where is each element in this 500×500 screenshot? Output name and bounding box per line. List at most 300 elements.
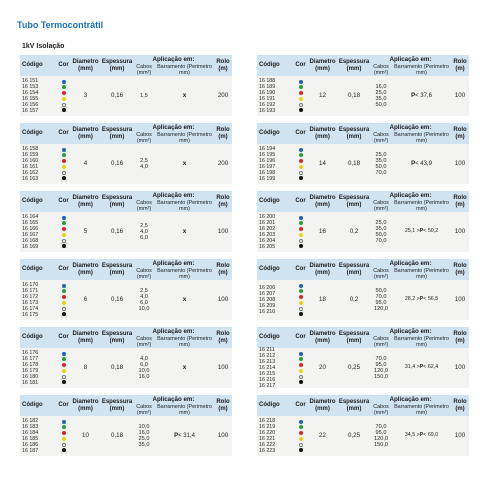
color-dot xyxy=(299,97,303,101)
header-cor: Cor xyxy=(57,259,70,280)
color-dot xyxy=(62,437,66,441)
product-code: 16 218 xyxy=(259,418,276,425)
product-code: 16 167 xyxy=(22,232,39,238)
header-rolo: Rolo (m) xyxy=(214,259,232,280)
color-dot xyxy=(62,221,66,225)
header-cabos: Cabos (mm²) xyxy=(370,133,392,144)
diametro-value: 5 xyxy=(70,212,101,252)
codes-cell xyxy=(257,348,294,388)
cabo-value: 16,0 xyxy=(375,83,387,90)
header-cabos: Cabos (mm²) xyxy=(133,133,155,144)
color-dot xyxy=(299,148,303,152)
color-dot xyxy=(62,97,66,101)
header-barramento: Barramento (Perimetro mm) xyxy=(392,405,451,416)
header-barramento: Barramento (Perimetro mm) xyxy=(155,65,214,76)
barramento-value: P < 31,4 xyxy=(155,416,214,456)
header-rolo: Rolo (m) xyxy=(451,395,469,416)
color-dots-cell xyxy=(57,212,70,252)
header-rolo: Rolo (m) xyxy=(451,55,469,76)
color-dot xyxy=(299,363,303,367)
header-espessura: Espessura (mm) xyxy=(338,123,370,144)
header-cabos: Cabos (mm²) xyxy=(133,269,155,280)
product-code: 16 168 xyxy=(22,237,39,244)
color-dot xyxy=(62,165,66,169)
product-block-3 xyxy=(20,123,248,184)
header-rolo: Rolo (m) xyxy=(451,191,469,212)
barramento-value: x xyxy=(155,348,214,388)
product-code: 16 194 xyxy=(259,146,276,153)
cabo-value: 25,0 xyxy=(138,436,150,442)
product-code: 16 156 xyxy=(22,101,39,108)
cabo-value: 25,0 xyxy=(375,219,387,226)
product-code: 16 180 xyxy=(22,373,39,380)
color-dot xyxy=(299,165,303,169)
cabo-value: 16,0 xyxy=(138,374,150,381)
product-code: 16 160 xyxy=(22,158,39,165)
header-codigo: Código xyxy=(20,327,57,348)
product-code: 16 203 xyxy=(259,232,276,238)
color-dots-cell xyxy=(57,76,70,116)
product-code: 16 193 xyxy=(259,107,276,114)
barramento-value: 28,2 > P < 56,5 xyxy=(392,280,451,320)
product-code: 16 192 xyxy=(259,101,276,108)
color-dot xyxy=(299,301,303,305)
cabo-value: 70,0 xyxy=(375,170,387,177)
espessura-value: 0,2 xyxy=(338,212,370,252)
color-dots-cell xyxy=(294,76,307,116)
header-cabos: Cabos (mm²) xyxy=(370,201,392,212)
color-dot xyxy=(299,289,303,293)
espessura-value: 0,16 xyxy=(101,144,133,184)
barramento-value: 31,4 > P < 62,4 xyxy=(392,348,451,388)
header-cabos: Cabos (mm²) xyxy=(133,201,155,212)
cabo-value: 120,0 xyxy=(374,436,388,442)
header-aplicacao: Aplicação em: xyxy=(133,395,214,405)
color-dot xyxy=(299,420,303,424)
color-dot xyxy=(299,437,303,441)
header-rolo: Rolo (m) xyxy=(451,259,469,280)
cabo-value: 25,0 xyxy=(375,151,387,158)
product-code: 16 214 xyxy=(259,365,276,372)
header-espessura: Espessura (mm) xyxy=(338,395,370,416)
header-aplicacao: Aplicação em: xyxy=(370,259,451,269)
product-code: 16 163 xyxy=(22,175,39,182)
product-code: 16 158 xyxy=(22,146,39,153)
cabos-cell xyxy=(370,144,392,184)
product-code: 16 177 xyxy=(22,356,39,363)
header-espessura: Espessura (mm) xyxy=(338,55,370,76)
rolo-value: 100 xyxy=(451,280,469,320)
color-dots-cell xyxy=(294,212,307,252)
cabo-value: 2,5 xyxy=(140,157,148,164)
diametro-value: 10 xyxy=(70,416,101,456)
color-dot xyxy=(299,244,303,248)
color-dot xyxy=(299,448,303,452)
espessura-value: 0,25 xyxy=(338,348,370,388)
product-code: 16 216 xyxy=(259,376,276,383)
barramento-value: P < 37,6 xyxy=(392,76,451,116)
header-aplicacao: Aplicação em: xyxy=(133,327,214,337)
header-diametro: Diametro (mm) xyxy=(70,55,101,76)
product-code: 16 205 xyxy=(259,243,276,250)
cabo-value: 16,0 xyxy=(138,429,150,436)
cabo-value: 120,0 xyxy=(374,306,388,313)
espessura-value: 0,25 xyxy=(338,416,370,456)
color-dot xyxy=(62,171,66,175)
diametro-value: 3 xyxy=(70,76,101,116)
espessura-value: 0,18 xyxy=(101,348,133,388)
product-code: 16 155 xyxy=(22,96,39,102)
color-dot xyxy=(62,244,66,248)
product-code: 16 200 xyxy=(259,214,276,221)
color-dots-cell xyxy=(57,348,70,388)
product-code: 16 197 xyxy=(259,164,276,170)
product-code: 16 215 xyxy=(259,371,276,377)
header-diametro: Diametro (mm) xyxy=(70,191,101,212)
color-dot xyxy=(62,80,66,84)
product-code: 16 151 xyxy=(22,78,39,85)
diametro-value: 12 xyxy=(307,76,338,116)
color-dot xyxy=(62,363,66,367)
color-dot xyxy=(62,176,66,180)
rolo-value: 200 xyxy=(214,144,232,184)
color-dot xyxy=(62,108,66,112)
header-cor: Cor xyxy=(57,395,70,416)
color-dot xyxy=(299,103,303,107)
rolo-value: 200 xyxy=(214,76,232,116)
product-block-9 xyxy=(20,327,248,388)
espessura-value: 0,18 xyxy=(338,144,370,184)
product-code: 16 209 xyxy=(259,302,276,309)
header-barramento: Barramento (Perimetro mm) xyxy=(155,269,214,280)
header-cor: Cor xyxy=(294,191,307,212)
page-subtitle: 1kV Isolação xyxy=(22,43,65,50)
header-codigo: Código xyxy=(20,259,57,280)
product-code: 16 204 xyxy=(259,237,276,244)
cabo-value: 4,0 xyxy=(140,293,148,300)
codes-cell xyxy=(257,212,294,252)
product-code: 16 188 xyxy=(259,78,276,85)
cabos-cell xyxy=(133,76,155,116)
cabos-cell xyxy=(370,280,392,320)
cabo-value: 50,0 xyxy=(375,164,387,170)
product-code: 16 173 xyxy=(22,300,39,306)
header-aplicacao: Aplicação em: xyxy=(370,123,451,133)
product-code: 16 213 xyxy=(259,359,276,366)
color-dot xyxy=(62,301,66,305)
header-rolo: Rolo (m) xyxy=(451,327,469,348)
color-dot xyxy=(299,284,303,288)
product-code: 16 221 xyxy=(259,436,276,442)
header-diametro: Diametro (mm) xyxy=(307,259,338,280)
header-cor: Cor xyxy=(294,123,307,144)
color-dot xyxy=(299,431,303,435)
cabo-value: 4,0 xyxy=(140,228,148,235)
barramento-value: 25,1 > P < 50,2 xyxy=(392,212,451,252)
product-code: 16 210 xyxy=(259,308,276,315)
product-block-12 xyxy=(257,395,485,456)
cabo-value: 150,0 xyxy=(374,442,388,449)
header-cabos: Cabos (mm²) xyxy=(370,65,392,76)
color-dot xyxy=(62,153,66,157)
header-codigo: Código xyxy=(257,395,294,416)
color-dot xyxy=(299,425,303,429)
product-code: 16 185 xyxy=(22,436,39,442)
product-code: 16 219 xyxy=(259,424,276,431)
header-barramento: Barramento (Perimetro mm) xyxy=(155,405,214,416)
cabo-value: 35,0 xyxy=(138,442,150,449)
color-dots-cell xyxy=(57,144,70,184)
cabo-value: 25,0 xyxy=(375,89,387,96)
header-diametro: Diametro (mm) xyxy=(70,259,101,280)
color-dot xyxy=(62,369,66,373)
header-aplicacao: Aplicação em: xyxy=(370,55,451,65)
espessura-value: 0,16 xyxy=(101,280,133,320)
header-barramento: Barramento (Perimetro mm) xyxy=(155,201,214,212)
cabos-cell xyxy=(370,76,392,116)
cabos-cell xyxy=(133,280,155,320)
product-code: 16 198 xyxy=(259,169,276,176)
color-dot xyxy=(299,369,303,373)
product-code: 16 207 xyxy=(259,291,276,298)
color-dot xyxy=(299,443,303,447)
header-cor: Cor xyxy=(57,123,70,144)
header-cor: Cor xyxy=(294,395,307,416)
codes-cell xyxy=(257,144,294,184)
rolo-value: 100 xyxy=(214,280,232,320)
product-code: 16 201 xyxy=(259,220,276,227)
cabo-value: 50,0 xyxy=(375,102,387,109)
cabos-cell xyxy=(133,416,155,456)
cabos-cell xyxy=(133,144,155,184)
header-codigo: Código xyxy=(20,55,57,76)
header-aplicacao: Aplicação em: xyxy=(370,327,451,337)
header-cor: Cor xyxy=(57,191,70,212)
cabo-value: 70,0 xyxy=(375,238,387,245)
header-aplicacao: Aplicação em: xyxy=(370,191,451,201)
rolo-value: 100 xyxy=(214,416,232,456)
diametro-value: 18 xyxy=(307,280,338,320)
color-dot xyxy=(62,420,66,424)
header-espessura: Espessura (mm) xyxy=(338,259,370,280)
color-dot xyxy=(299,153,303,157)
color-dot xyxy=(299,159,303,163)
color-dot xyxy=(62,375,66,379)
color-dot xyxy=(299,312,303,316)
barramento-value: x xyxy=(155,212,214,252)
color-dots-cell xyxy=(57,416,70,456)
codes-cell xyxy=(257,76,294,116)
header-diametro: Diametro (mm) xyxy=(307,327,338,348)
header-rolo: Rolo (m) xyxy=(214,191,232,212)
color-dot xyxy=(299,233,303,237)
cabo-value: 95,0 xyxy=(375,361,387,368)
codes-cell xyxy=(20,212,57,252)
header-aplicacao: Aplicação em: xyxy=(133,123,214,133)
header-rolo: Rolo (m) xyxy=(214,55,232,76)
cabos-cell xyxy=(133,348,155,388)
rolo-value: 100 xyxy=(451,144,469,184)
product-code: 16 169 xyxy=(22,243,39,250)
color-dot xyxy=(299,307,303,311)
header-diametro: Diametro (mm) xyxy=(70,395,101,416)
header-espessura: Espessura (mm) xyxy=(101,55,133,76)
diametro-value: 22 xyxy=(307,416,338,456)
rolo-value: 100 xyxy=(451,348,469,388)
cabo-value: 6,0 xyxy=(140,361,148,368)
product-code: 16 179 xyxy=(22,368,39,374)
header-diametro: Diametro (mm) xyxy=(307,55,338,76)
cabo-value: 70,0 xyxy=(375,293,387,300)
header-diametro: Diametro (mm) xyxy=(307,191,338,212)
color-dot xyxy=(62,307,66,311)
color-dot xyxy=(62,312,66,316)
cabo-value: 1,5 xyxy=(140,92,148,99)
barramento-value: x xyxy=(155,144,214,184)
codes-cell xyxy=(20,280,57,320)
product-code: 16 166 xyxy=(22,226,39,233)
product-block-7 xyxy=(20,259,248,320)
product-code: 16 211 xyxy=(259,347,275,354)
color-dot xyxy=(62,295,66,299)
color-dots-cell xyxy=(294,280,307,320)
product-code: 16 212 xyxy=(259,353,276,360)
color-dot xyxy=(62,148,66,152)
diametro-value: 4 xyxy=(70,144,101,184)
header-barramento: Barramento (Perimetro mm) xyxy=(392,133,451,144)
product-block-4 xyxy=(257,123,485,184)
product-block-2 xyxy=(257,55,485,116)
header-barramento: Barramento (Perimetro mm) xyxy=(155,133,214,144)
cabo-value: 70,0 xyxy=(375,423,387,430)
product-code: 16 174 xyxy=(22,305,39,312)
header-aplicacao: Aplicação em: xyxy=(133,191,214,201)
product-code: 16 153 xyxy=(22,84,39,91)
cabo-value: 35,0 xyxy=(375,96,387,102)
header-cor: Cor xyxy=(57,327,70,348)
product-block-11 xyxy=(20,395,248,456)
color-dot xyxy=(299,91,303,95)
header-codigo: Código xyxy=(20,123,57,144)
espessura-value: 0,16 xyxy=(101,212,133,252)
header-cabos: Cabos (mm²) xyxy=(370,337,392,348)
color-dots-cell xyxy=(294,144,307,184)
product-code: 16 199 xyxy=(259,175,276,182)
espessura-value: 0,16 xyxy=(101,76,133,116)
barramento-value: x xyxy=(155,76,214,116)
header-codigo: Código xyxy=(20,395,57,416)
color-dot xyxy=(62,216,66,220)
color-dot xyxy=(62,103,66,107)
product-code: 16 161 xyxy=(22,164,39,170)
cabo-value: 4,0 xyxy=(140,164,148,170)
cabo-value: 35,0 xyxy=(375,225,387,232)
product-code: 16 170 xyxy=(22,282,39,289)
product-code: 16 184 xyxy=(22,430,39,437)
espessura-value: 0,18 xyxy=(101,416,133,456)
cabo-value: 70,0 xyxy=(375,355,387,362)
header-rolo: Rolo (m) xyxy=(451,123,469,144)
color-dot xyxy=(299,171,303,175)
color-dot xyxy=(62,233,66,237)
cabo-value: 6,0 xyxy=(140,235,148,242)
product-code: 16 157 xyxy=(22,107,39,114)
color-dot xyxy=(62,85,66,89)
header-codigo: Código xyxy=(257,327,294,348)
product-code: 16 175 xyxy=(22,311,39,318)
product-code: 16 196 xyxy=(259,158,276,165)
product-code: 16 220 xyxy=(259,430,276,437)
product-code: 16 182 xyxy=(22,418,39,425)
header-cor: Cor xyxy=(294,55,307,76)
diametro-value: 8 xyxy=(70,348,101,388)
cabo-value: 10,0 xyxy=(138,423,150,430)
color-dot xyxy=(62,431,66,435)
color-dot xyxy=(62,380,66,384)
header-espessura: Espessura (mm) xyxy=(101,327,133,348)
codes-cell xyxy=(257,280,294,320)
barramento-value: 34,5 > P < 69,0 xyxy=(392,416,451,456)
product-code: 16 190 xyxy=(259,90,276,97)
header-diametro: Diametro (mm) xyxy=(70,327,101,348)
cabo-value: 95,0 xyxy=(375,300,387,306)
product-block-10 xyxy=(257,327,485,388)
header-aplicacao: Aplicação em: xyxy=(133,55,214,65)
color-dot xyxy=(299,295,303,299)
rolo-value: 100 xyxy=(451,212,469,252)
product-code: 16 217 xyxy=(259,382,276,389)
color-dot xyxy=(62,448,66,452)
color-dot xyxy=(299,221,303,225)
color-dot xyxy=(62,425,66,429)
product-code: 16 162 xyxy=(22,169,39,176)
cabo-value: 50,0 xyxy=(375,232,387,238)
cabo-value: 150,0 xyxy=(374,374,388,381)
color-dot xyxy=(299,239,303,243)
cabos-cell xyxy=(133,212,155,252)
header-espessura: Espessura (mm) xyxy=(101,259,133,280)
color-dot xyxy=(299,85,303,89)
cabo-value: 2,5 xyxy=(140,287,148,294)
product-block-8 xyxy=(257,259,485,320)
cabos-cell xyxy=(370,212,392,252)
product-code: 16 183 xyxy=(22,424,39,431)
page-title: Tubo Termocontrátil xyxy=(17,20,104,30)
cabos-cell xyxy=(370,348,392,388)
product-code: 16 223 xyxy=(259,447,276,454)
header-barramento: Barramento (Perimetro mm) xyxy=(155,337,214,348)
header-cabos: Cabos (mm²) xyxy=(133,337,155,348)
color-dot xyxy=(62,91,66,95)
header-diametro: Diametro (mm) xyxy=(307,395,338,416)
header-cabos: Cabos (mm²) xyxy=(133,65,155,76)
color-dot xyxy=(62,227,66,231)
cabo-value: 95,0 xyxy=(375,429,387,436)
cabo-value: 10,0 xyxy=(138,368,150,374)
product-code: 16 181 xyxy=(22,379,39,386)
product-code: 16 178 xyxy=(22,362,39,369)
product-code: 16 187 xyxy=(22,447,39,454)
color-dot xyxy=(62,352,66,356)
header-aplicacao: Aplicação em: xyxy=(370,395,451,405)
diametro-value: 14 xyxy=(307,144,338,184)
codes-cell xyxy=(20,144,57,184)
header-barramento: Barramento (Perimetro mm) xyxy=(392,201,451,212)
color-dots-cell xyxy=(294,416,307,456)
product-code: 16 154 xyxy=(22,90,39,97)
header-espessura: Espessura (mm) xyxy=(101,395,133,416)
product-code: 16 172 xyxy=(22,294,39,301)
